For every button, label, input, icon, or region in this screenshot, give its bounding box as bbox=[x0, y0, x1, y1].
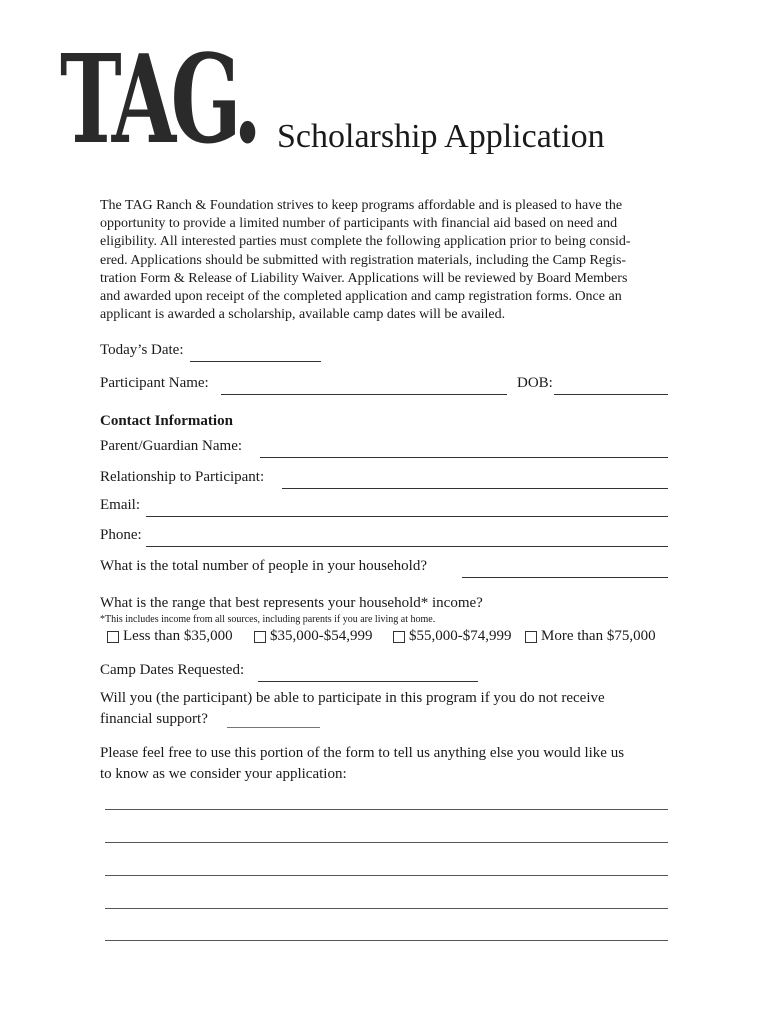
intro-paragraph bbox=[100, 197, 672, 324]
other-info-prompt: Please feel free to use this portion of the form to tell us anything else you would like us bbox=[100, 745, 625, 761]
intro-line: eligibility. All interested parties must complete the following application prior to being consid- bbox=[100, 234, 631, 250]
relationship-field[interactable] bbox=[282, 488, 668, 489]
phone-label: Phone: bbox=[100, 527, 142, 543]
email-label: Email: bbox=[100, 497, 140, 513]
camp-dates-field[interactable] bbox=[258, 681, 478, 682]
intro-line: ered. Applications should be submitted with registration materials, including the Camp Regis- bbox=[100, 252, 627, 268]
todays-date-label: Today’s Date: bbox=[100, 342, 184, 358]
tag-logo: TAG. bbox=[60, 27, 257, 171]
income-question: What is the range that best represents your household* income? bbox=[100, 595, 483, 611]
checkbox[interactable] bbox=[254, 631, 266, 643]
income-option-less-35k[interactable] bbox=[107, 628, 233, 645]
household-count-label: What is the total number of people in your household? bbox=[100, 558, 428, 574]
camp-dates-label: Camp Dates Requested: bbox=[100, 662, 245, 678]
contact-info-heading: Contact Information bbox=[100, 413, 233, 429]
financial-support-question-cont: financial support? bbox=[100, 711, 208, 727]
income-option-label: More than $75,000 bbox=[541, 628, 656, 644]
income-note: *This includes income from all sources, including parents if you are living at home. bbox=[100, 614, 436, 625]
intro-line: applicant is awarded a scholarship, available camp dates will be availed. bbox=[100, 307, 506, 323]
financial-support-question: Will you (the participant) be able to participate in this program if you do not receive bbox=[100, 690, 605, 706]
income-option-55k-75k[interactable] bbox=[393, 628, 512, 645]
participant-name-label: Participant Name: bbox=[100, 375, 209, 391]
financial-support-field[interactable] bbox=[227, 727, 320, 728]
intro-line: The TAG Ranch & Foundation strives to keep programs affordable and is pleased to have the bbox=[100, 198, 623, 213]
other-info-writing-line[interactable] bbox=[105, 875, 668, 876]
income-option-label: $35,000-$54,999 bbox=[270, 628, 373, 644]
dob-label: DOB: bbox=[517, 375, 553, 391]
income-option-35k-55k[interactable] bbox=[254, 628, 373, 645]
other-info-writing-line[interactable] bbox=[105, 842, 668, 843]
intro-line: and awarded upon receipt of the completed application and camp registration forms. Once an bbox=[100, 289, 622, 305]
intro-line: opportunity to provide a limited number of participants with financial aid based on need and bbox=[100, 216, 618, 232]
page-title: Scholarship Application bbox=[277, 118, 605, 155]
guardian-name-label: Parent/Guardian Name: bbox=[100, 438, 243, 454]
dob-field[interactable] bbox=[554, 394, 668, 395]
income-option-label: Less than $35,000 bbox=[123, 628, 233, 644]
checkbox[interactable] bbox=[107, 631, 119, 643]
participant-name-field[interactable] bbox=[221, 394, 507, 395]
checkbox[interactable] bbox=[393, 631, 405, 643]
household-count-field[interactable] bbox=[462, 577, 668, 578]
intro-line: tration Form & Release of Liability Waiver. Applications will be reviewed by Board Members bbox=[100, 270, 628, 286]
phone-field[interactable] bbox=[146, 546, 668, 547]
other-info-writing-line[interactable] bbox=[105, 809, 668, 810]
checkbox[interactable] bbox=[525, 631, 537, 643]
other-info-prompt-cont: to know as we consider your application: bbox=[100, 766, 347, 782]
income-option-more-75k[interactable] bbox=[525, 628, 656, 645]
other-info-writing-line[interactable] bbox=[105, 940, 668, 941]
relationship-label: Relationship to Participant: bbox=[100, 469, 265, 485]
email-field[interactable] bbox=[146, 516, 668, 517]
guardian-name-field[interactable] bbox=[260, 457, 668, 458]
todays-date-field[interactable] bbox=[190, 361, 321, 362]
income-option-label: $55,000-$74,999 bbox=[409, 628, 512, 644]
other-info-writing-line[interactable] bbox=[105, 908, 668, 909]
